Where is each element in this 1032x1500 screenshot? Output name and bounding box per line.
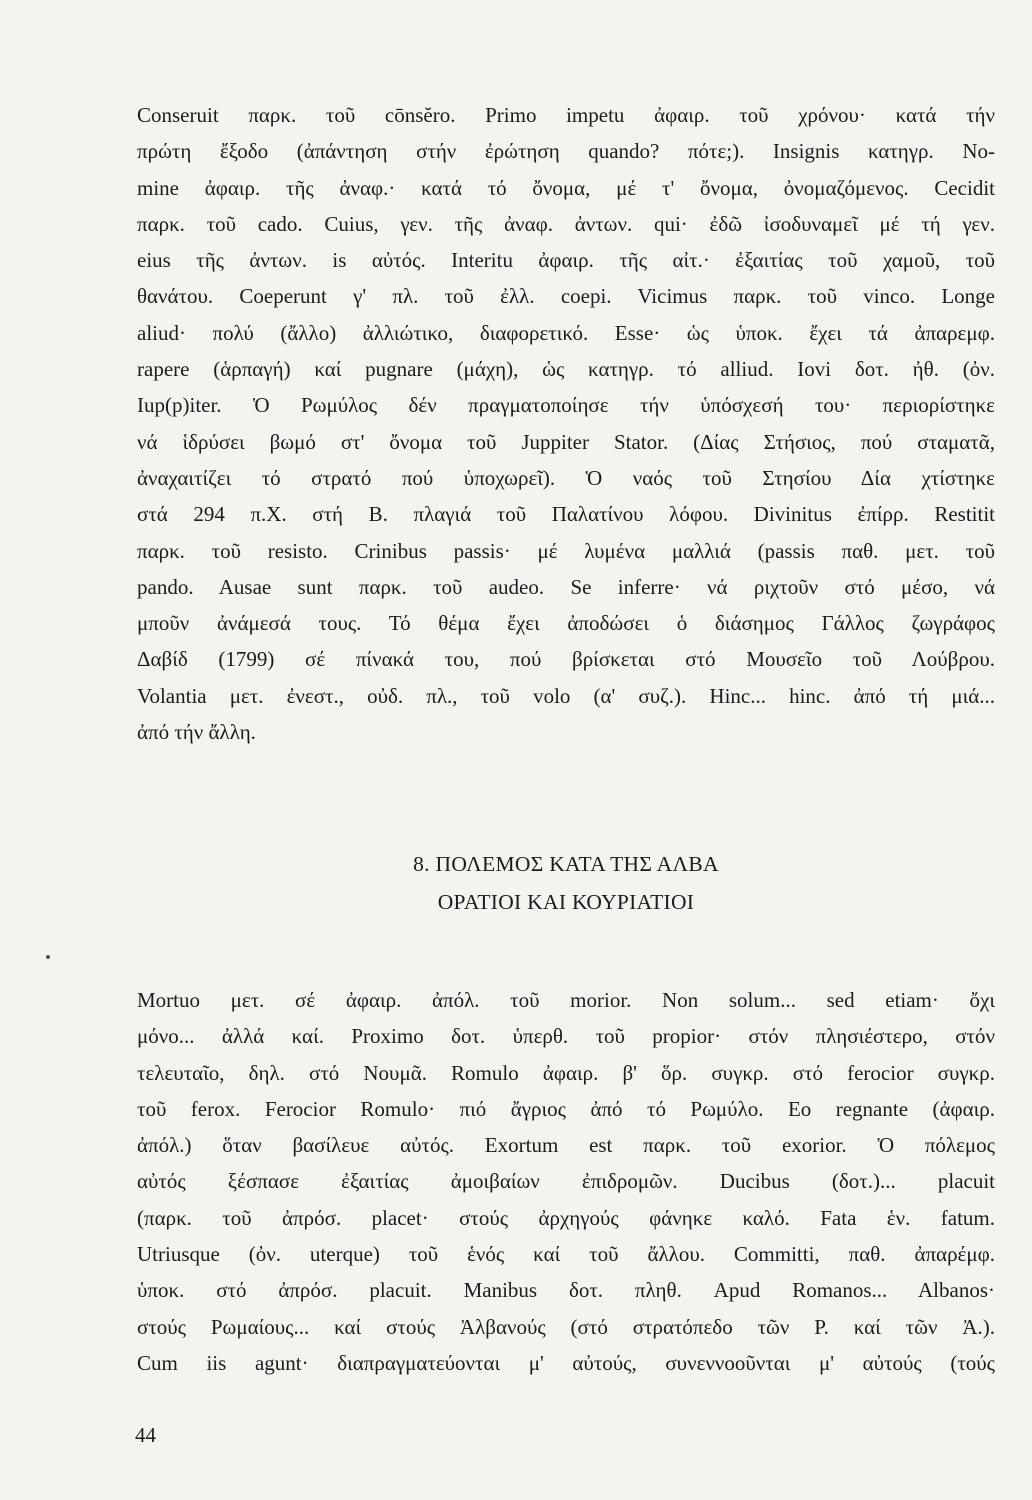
text-line: στούς Ρωμαίους... καί στούς Ἀλβανούς (στό στρατόπεδο τῶν Ρ. καί τῶν Ἀ.).	[137, 1314, 995, 1339]
commentary-paragraph-2	[137, 982, 995, 1381]
section-heading-line-2: ΟΡΑΤΙΟΙ ΚΑΙ ΚΟΥΡΙΑΤΙΟΙ	[437, 890, 695, 914]
text-line: στά 294 π.Χ. στή Β. πλαγιά τοῦ Παλατίνου λόφου. Divinitus ἐπίρρ. Restitit	[137, 502, 995, 527]
text-line: Mortuo μετ. σέ ἀφαιρ. ἀπόλ. τοῦ morior. Non solum... sed etiam· ὄχι	[137, 988, 995, 1012]
text-line: θανάτου. Coeperunt γ' πλ. τοῦ ἐλλ. coepi. Vicimus παρκ. τοῦ vinco. Longe	[137, 284, 995, 309]
text-line: Utriusque (ὀν. uterque) τοῦ ἑνός καί τοῦ ἄλλου. Committi, παθ. ἀπαρέμφ.	[137, 1242, 995, 1267]
text-line: pando. Ausae sunt παρκ. τοῦ audeo. Se inferre· νά ριχτοῦν στό μέσο, νά	[137, 574, 995, 599]
text-line: Δαβίδ (1799) σέ πίνακά του, πού βρίσκεται στό Μουσεῖο τοῦ Λούβρου.	[137, 647, 995, 672]
text-line: αὐτός ξέσπασε ἐξαιτίας ἀμοιβαίων ἐπιδρομῶν. Ducibus (δοτ.)... placuit	[137, 1169, 995, 1194]
text-line: μόνο... ἀλλά καί. Proximo δοτ. ὑπερθ. τοῦ propior· στόν πλησιέστερο, στόν	[137, 1024, 995, 1049]
section-heading-line-1: 8. ΠΟΛΕΜΟΣ ΚΑΤΑ ΤΗΣ ΑΛΒΑ	[413, 852, 719, 876]
text-line: Volantia μετ. ἐνεστ., οὐδ. πλ., τοῦ volo (α' συζ.). Hinc... hinc. ἀπό τή μιά...	[137, 683, 995, 708]
commentary-paragraph-1	[137, 97, 995, 750]
text-line: rapere (ἁρπαγή) καί pugnare (μάχη), ὡς κατηγρ. τό alliud. Iovi δοτ. ἠθ. (ὀν.	[137, 357, 995, 382]
text-line: πρώτη ἔξοδο (ἀπάντηση στήν ἐρώτηση quando? πότε;). Insignis κατηγρ. No-	[137, 139, 995, 164]
text-line: ὑποκ. στό ἀπρόσ. placuit. Manibus δοτ. πληθ. Apud Romanos... Albanos·	[137, 1278, 995, 1303]
text-line: Iup(p)iter. Ὁ Ρωμύλος δέν πραγματοποίησε τήν ὑπόσχεσή του· περιορίστηκε	[137, 393, 995, 418]
page-number: 44	[135, 1423, 156, 1447]
text-line: ἀπόλ.) ὅταν βασίλευε αὐτός. Exortum est παρκ. τοῦ exorior. Ὁ πόλεμος	[137, 1133, 995, 1158]
text-line: ἀναχαιτίζει τό στρατό πού ὑποχωρεῖ). Ὁ ναός τοῦ Στησίου Δία χτίστηκε	[137, 465, 995, 490]
margin-speck	[46, 955, 50, 959]
text-line: τελευταῖο, δηλ. στό Νουμᾶ. Romulo ἀφαιρ. β' ὅρ. συγκρ. στό ferocior συγκρ.	[137, 1060, 995, 1085]
text-line: ἀπό τήν ἄλλη.	[137, 720, 256, 745]
text-line: νά ἱδρύσει βωμό στ' ὄνομα τοῦ Juppiter Stator. (Δίας Στήσιος, πού σταματᾶ,	[137, 429, 995, 454]
text-line: eius τῆς ἀντων. is αὐτός. Interitu ἀφαιρ. τῆς αἰτ.· ἐξαιτίας τοῦ χαμοῦ, τοῦ	[137, 248, 995, 273]
text-line: μποῦν ἀνάμεσά τους. Τό θέμα ἔχει ἀποδώσει ὁ διάσημος Γάλλος ζωγράφος	[137, 611, 995, 636]
text-line: Cum iis agunt· διαπραγματεύονται μ' αὐτούς, συνεννοοῦνται μ' αὐτούς (τούς	[137, 1350, 995, 1375]
text-line: mine ἀφαιρ. τῆς ἀναφ.· κατά τό ὄνομα, μέ τ' ὄνομα, ὀνομαζόμενος. Cecidit	[137, 175, 995, 200]
text-line: aliud· πολύ (ἄλλο) ἀλλιώτικο, διαφορετικό. Esse· ὡς ὑποκ. ἔχει τά ἀπαρεμφ.	[137, 320, 995, 345]
text-line: Conseruit παρκ. τοῦ cōnsĕro. Primo impetu ἀφαιρ. τοῦ χρόνου· κατά τήν	[137, 103, 995, 127]
text-line: παρκ. τοῦ resisto. Crinibus passis· μέ λυμένα μαλλιά (passis παθ. μετ. τοῦ	[137, 538, 995, 563]
text-line: παρκ. τοῦ cado. Cuius, γεν. τῆς ἀναφ. ἀντων. qui· ἐδῶ ἰσοδυναμεῖ μέ τή γεν.	[137, 211, 995, 236]
text-line: τοῦ ferox. Ferocior Romulo· πιό ἄγριος ἀπό τό Ρωμύλο. Eo regnante (ἀφαιρ.	[137, 1096, 995, 1121]
text-line: (παρκ. τοῦ ἀπρόσ. placet· στούς ἀρχηγούς φάνηκε καλό. Fata ἑν. fatum.	[137, 1205, 995, 1230]
